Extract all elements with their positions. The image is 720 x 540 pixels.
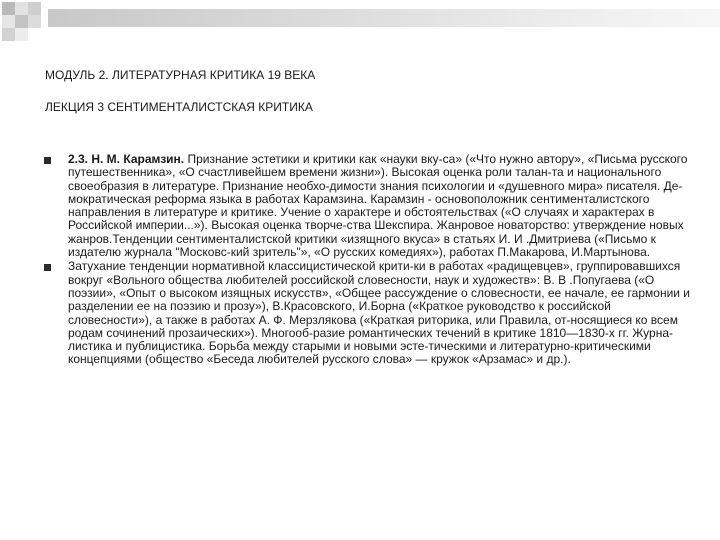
decor-square [2,15,15,28]
list-item [40,153,695,259]
module-title: МОДУЛЬ 2. ЛИТЕРАТУРНАЯ КРИТИКА 19 ВЕКА [45,68,316,82]
decor-square [15,2,28,15]
paragraph-text: Затухание тенденции нормативной классицистической крити-ки в работах «радищевцев», группировавшихся вокруг «Вольного общества любителей российской словесности, наук и художеств»: В. В .Попугаева («О поэзии», «Опыт о высоком изящных искусств», «Общее рассуждение о словесности, ее начале, ее гармонии и разделении ее на поэзию и прозу»), В.Красовского, И.Борна («Краткое руководство к российской словесности»), а также в работах А. Ф. Мерзлякова («Краткая риторика, или Правила, от-носящиеся ко всем родам сочинений прозаических»). Многооб-разие романтических течений в критике 1810—1830-х гг. Журна-листика и публицистика. Борьба между старыми и новыми эсте-тическими и литературно-критическими концепциями (общество «Беседа любителей русского слова» — кружок «Арзамас» и др.). [68,259,691,367]
decor-square [15,15,28,28]
header-decoration [0,0,720,48]
paragraph-text: Признание эстетики и критики как «науки вку-са» («Что нужно автору», «Письма русского путешественника», «О счастливейшем времени жизни»). Высокая оценка роли талан-та и национального своеобразия в литературе. Признание необхо-димости знания психологии и «душевного мира» писателя. Де-мократическая реформа языка в работах Карамзина. Карамзин - основоположник сентименталистского направления в литературе и критике. Учение о характере и обстоятельствах («О случаях и характерах в Российской империи...»). Высокая оценка творче-ства Шекспира. Жанровое новаторство: утверждение новых жанров.Тенденции сентименталистской критики «изящного вкуса» в статьях И. И .Дмитриева («Письмо к издателю журнала "Московс-кий зритель"», «О русских комедиях»), работах П.Макарова, И.Мартынова. [68,152,688,260]
paragraph [68,260,695,366]
bullet-icon [44,157,51,164]
paragraph-lead: 2.3. Н. М. Карамзин. [68,152,185,166]
decor-square [2,2,15,15]
decor-square [28,2,41,15]
gradient-band [48,9,720,27]
decor-square [15,28,28,41]
decor-square [28,15,41,28]
lecture-title: ЛЕКЦИЯ 3 СЕНТИМЕНТАЛИСТСКАЯ КРИТИКА [45,100,313,114]
bullet-icon [44,264,51,271]
paragraph [68,153,695,259]
document-header [45,68,685,114]
decor-square [2,28,15,41]
list-item [40,260,695,366]
content-list [40,153,695,368]
